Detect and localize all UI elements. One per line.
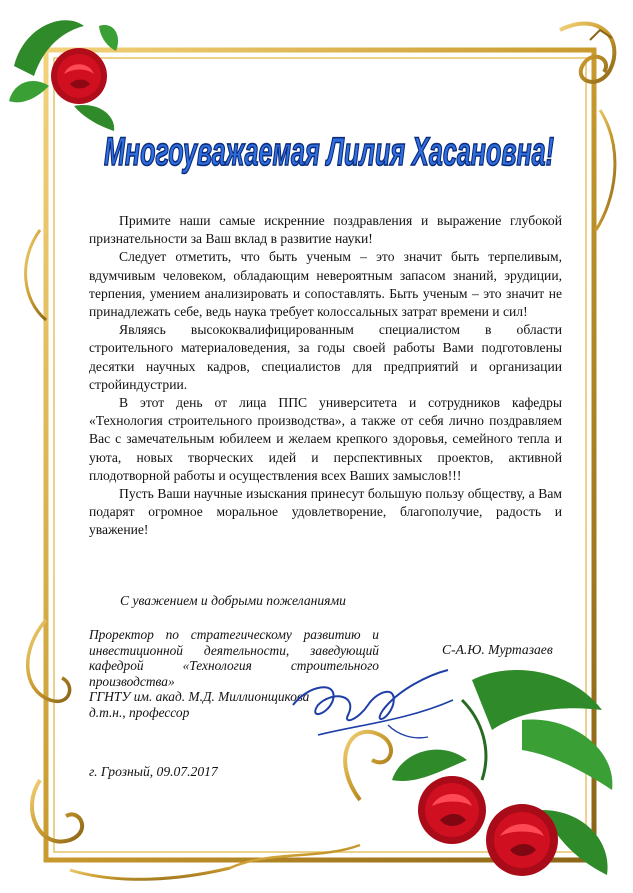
- signer-line-3: д.т.н., профессор: [89, 704, 190, 720]
- title-text: Многоуважаемая Лилия Хасановна!: [104, 130, 554, 174]
- closing-regards: С уважением и добрыми пожеланиями: [120, 593, 346, 608]
- signer-name: С-А.Ю. Муртазаев: [442, 642, 553, 657]
- paragraph-5: Пусть Ваши научные изыскания принесут большую пользу обществу, а Вам подарят огромное моральное удовлетворение, благополучие, радость и уважение!: [89, 486, 562, 538]
- paragraph-1: Примите наши самые искренние поздравления и выражение глубокой признательности за Ваш вклад в развитие науки!: [89, 213, 562, 247]
- letter-title: [96, 112, 562, 182]
- signature-stroke: [288, 665, 458, 750]
- handwritten-signature: [288, 665, 458, 750]
- paragraph-3: Являясь высококвалифицированным специалистом в области строительного материаловедения, за годы своей работы Вами подготовлены десятки научных кадров, специалистов для предприятий и организации стройиндустрии.: [89, 322, 562, 392]
- signer-line-2: ГГНТУ им. акад. М.Д. Миллионщикова: [89, 689, 310, 705]
- signer-line-1: Проректор по стратегическому развитию и инвестиционной деятельности, заведующий кафедрой «Технология строительного производства»: [89, 627, 379, 689]
- paragraph-2: Следует отметить, что быть ученым – это значит быть терпеливым, вдумчивым человеком, обладающим невероятным запасом знаний, эрудиции, терпения, умением анализировать и сопоставлять. Быть ученым – это значит не принадлежать себе, ведь наука требует колоссальных затрат времени и сил!: [89, 249, 562, 320]
- place-and-date: г. Грозный, 09.07.2017: [89, 764, 218, 779]
- paragraph-4: В этот день от лица ППС университета и сотрудников кафедры «Технология строительного производства», а также от себя лично поздравляем Вас с замечательным юбилеем и желаем крепкого здоровья, семейного тепла и уюта, новых творческих идей и перспективных проектов, активной плодотворной работы и осуществления всех Ваших замыслов!!!: [89, 395, 562, 483]
- letter-body: [89, 212, 562, 540]
